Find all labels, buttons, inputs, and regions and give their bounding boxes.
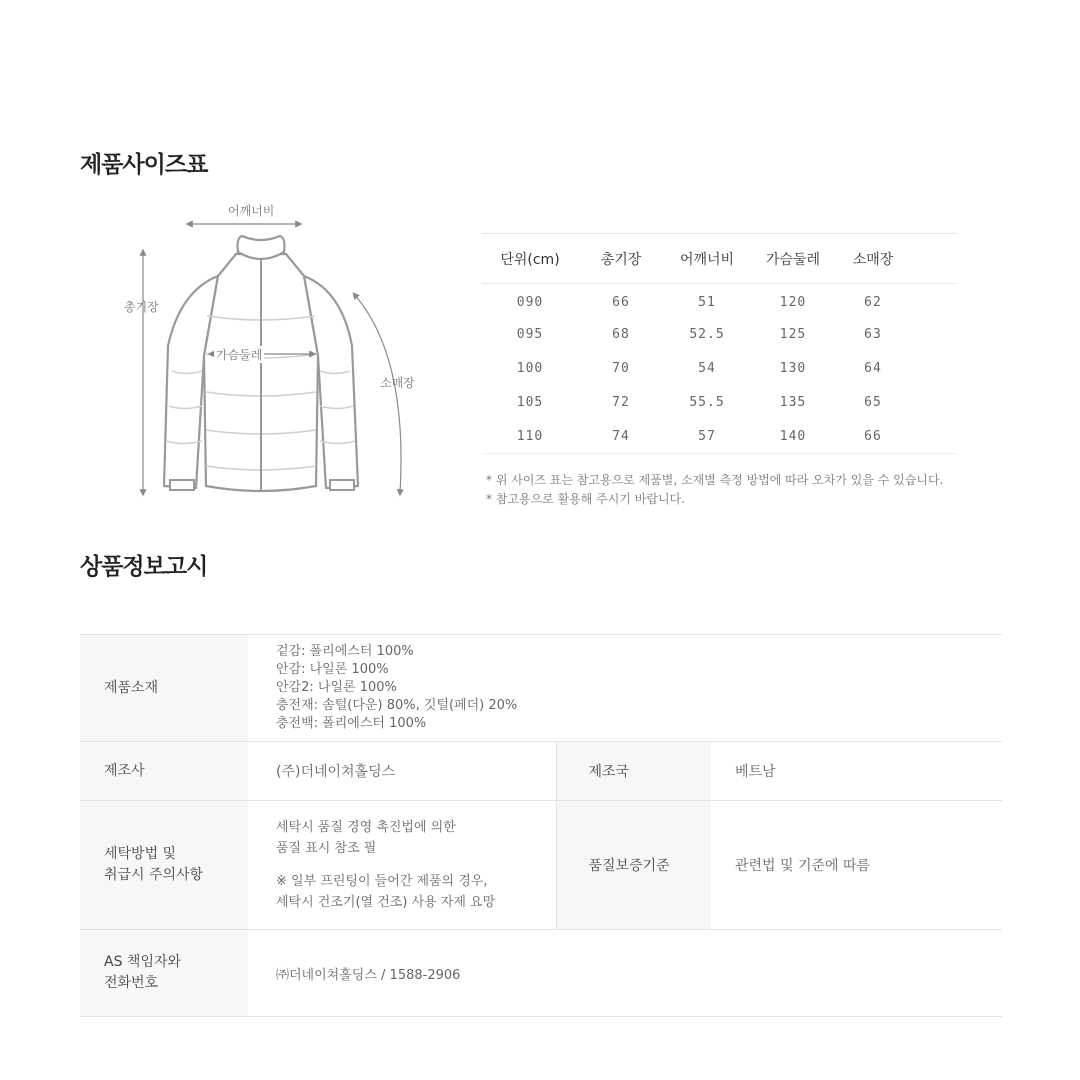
sleeve-label: 소매장	[380, 376, 415, 390]
chest-cell: 125	[779, 327, 807, 342]
header-shoulder: 어깨너비	[679, 251, 735, 268]
as-label-line: 전화번호	[104, 975, 159, 991]
care-line: 품질 표시 참조 필	[276, 841, 377, 856]
sleeve-cell: 63	[864, 327, 882, 342]
warranty-label: 품질보증기준	[556, 801, 711, 930]
shoulder-cell: 54	[698, 361, 716, 376]
material-row	[80, 635, 1002, 742]
country-value: 베트남	[735, 764, 776, 780]
size-cell: 105	[516, 395, 544, 410]
care-value	[248, 801, 556, 930]
shoulder-width-label: 어깨너비	[228, 204, 275, 218]
shoulder-cell: 51	[698, 295, 716, 311]
care-label	[80, 801, 248, 930]
length-cell: 72	[612, 395, 630, 410]
table-row	[482, 420, 957, 454]
total-length-label: 총기장	[124, 300, 159, 314]
maker-value: (주)더네이쳐홀딩스	[248, 742, 556, 801]
material-line: 충전백: 폴리에스터 100%	[276, 716, 427, 731]
care-note-line: ※ 일부 프린팅이 들어간 제품의 경우,	[276, 874, 488, 889]
care-line: 세탁시 품질 경영 촉진법에 의한	[276, 820, 456, 835]
size-note-2: * 참고용으로 활용해 주시기 바랍니다.	[486, 492, 685, 506]
jacket-illustration	[118, 196, 418, 506]
size-note-1: * 위 사이즈 표는 참고용으로 제품별, 소재별 측정 방법에 따라 오차가 있을 수 있습니다.	[486, 473, 944, 487]
header-chest: 가슴둘레	[765, 251, 821, 268]
warranty-value: 관련법 및 기준에 따름	[735, 858, 871, 874]
table-row	[482, 284, 957, 318]
material-line: 안감: 나일론 100%	[276, 662, 389, 677]
chest-cell: 120	[779, 295, 807, 311]
material-line: 충전재: 솜털(다운) 80%, 깃털(페더) 20%	[276, 698, 518, 713]
table-row	[482, 352, 957, 386]
maker-label: 제조사	[80, 742, 248, 801]
care-note-line: 세탁시 건조기(열 건조) 사용 자제 요망	[276, 895, 496, 910]
material-label: 제품소재	[80, 635, 248, 742]
chest-cell: 130	[779, 361, 807, 376]
sleeve-cell: 64	[864, 361, 882, 376]
header-length: 총기장	[600, 251, 642, 268]
care-label-line: 취급시 주의사항	[104, 867, 204, 883]
product-info-title: 상품정보고시	[80, 554, 208, 580]
chest-cell: 135	[779, 395, 807, 410]
length-cell: 74	[612, 428, 630, 444]
size-table-header	[482, 234, 957, 284]
as-label-line: AS 책임자와	[104, 954, 182, 970]
size-cell: 090	[516, 295, 544, 311]
table-row	[482, 386, 957, 420]
chest-cell: 140	[779, 428, 807, 444]
shoulder-cell: 55.5	[689, 395, 725, 410]
as-label	[80, 930, 248, 1017]
as-value: ㈜더네이쳐홀딩스 / 1588-2906	[276, 967, 461, 983]
as-row	[80, 930, 1002, 1017]
material-line: 겉감: 폴리에스터 100%	[276, 644, 414, 659]
shoulder-cell: 52.5	[689, 327, 725, 342]
size-chart-title: 제품사이즈표	[80, 152, 208, 178]
maker-row	[80, 742, 1002, 801]
size-cell: 110	[516, 428, 544, 444]
sleeve-cell: 65	[864, 395, 882, 410]
shoulder-cell: 57	[698, 428, 716, 444]
size-table	[482, 233, 957, 454]
size-notes	[486, 471, 943, 509]
table-row	[482, 318, 957, 352]
care-label-line: 세탁방법 및	[104, 846, 177, 862]
sleeve-cell: 62	[864, 295, 882, 311]
length-cell: 66	[612, 295, 630, 311]
material-line: 안감2: 나일론 100%	[276, 680, 397, 695]
header-sleeve: 소매장	[852, 251, 894, 268]
length-cell: 70	[612, 361, 630, 376]
country-label: 제조국	[556, 742, 711, 801]
size-cell: 095	[516, 327, 544, 342]
material-value	[248, 635, 1002, 742]
chest-label: 가슴둘레	[216, 348, 263, 362]
length-cell: 68	[612, 327, 630, 342]
header-unit: 단위(cm)	[500, 251, 560, 268]
jacket-diagram	[118, 196, 418, 506]
product-info-table	[80, 634, 1002, 1017]
care-row	[80, 801, 1002, 930]
sleeve-cell: 66	[864, 428, 882, 444]
size-cell: 100	[516, 361, 544, 376]
